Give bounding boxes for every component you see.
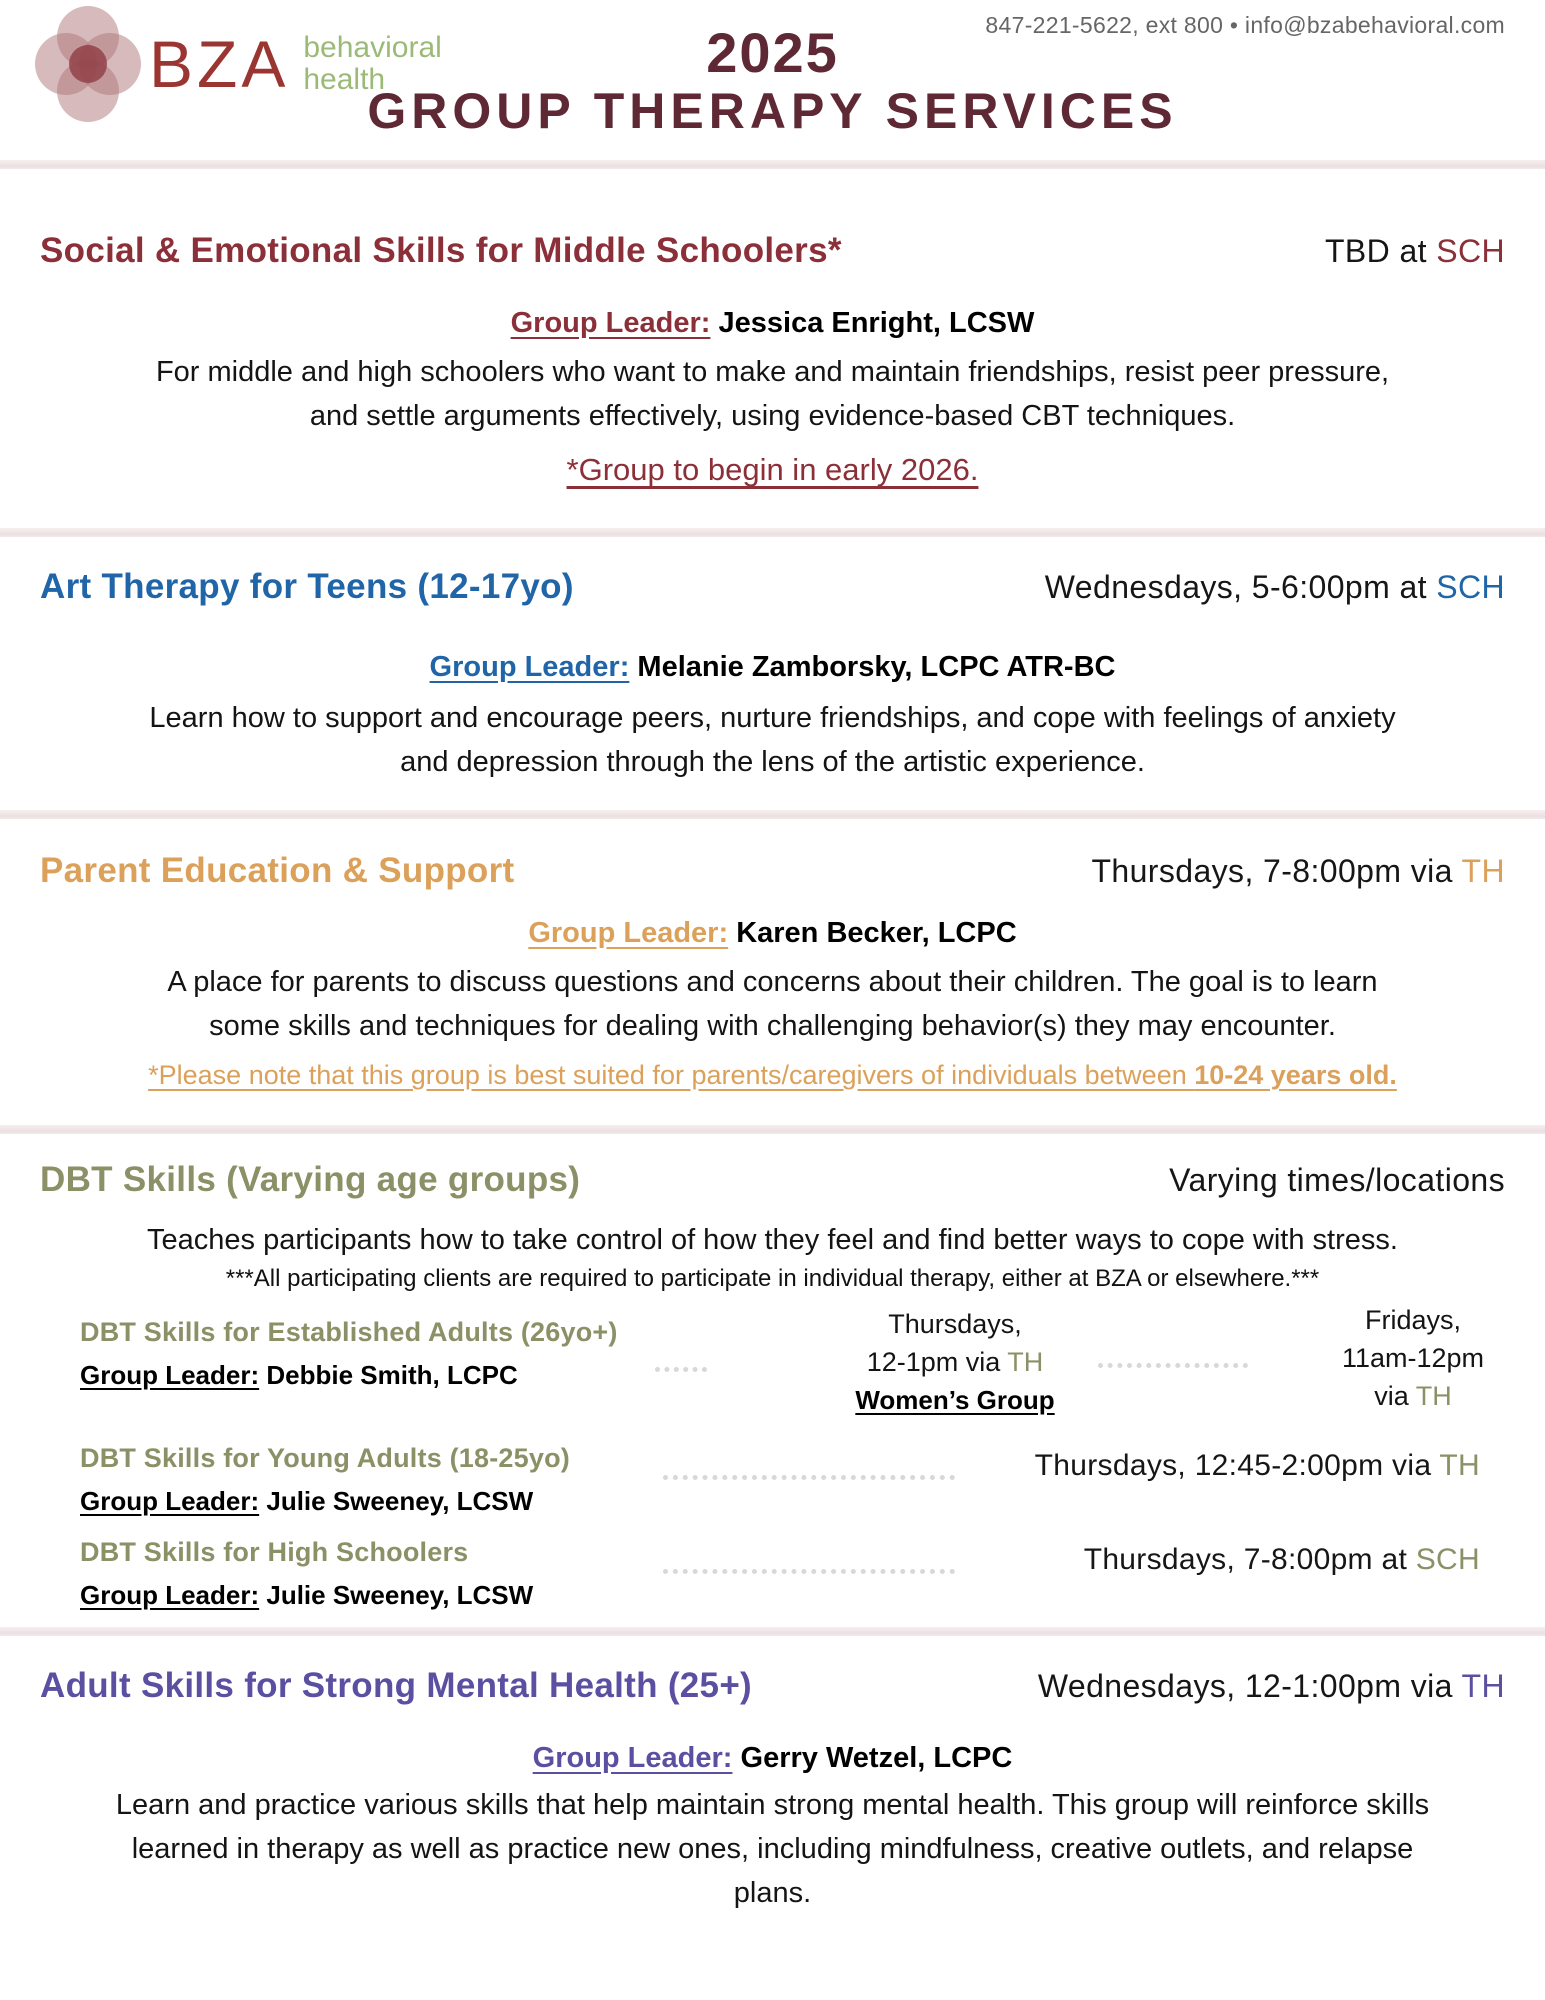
logo-name-line2: health [303, 63, 386, 96]
logo-acronym: BZA [149, 27, 290, 101]
schedule-column-thursday [810, 1305, 1100, 1419]
schedule-via-text: via [1374, 1381, 1416, 1411]
section-description [40, 696, 1505, 810]
section-divider [0, 160, 1545, 169]
group-leader-line [80, 1486, 570, 1517]
description-line: For middle and high schoolers who want to make and maintain friendships, resist peer pressure, [155, 356, 1390, 388]
section-description [40, 960, 1505, 1048]
description-line: learned in therapy as well as practice new ones, including mindfulness, creative outlets, and relapse [131, 1833, 1414, 1865]
year-heading: 2025 [706, 21, 839, 84]
age-range-note [40, 1060, 1505, 1125]
schedule-time [810, 1343, 1100, 1381]
dotted-leader [1098, 1363, 1248, 1368]
section-title: Art Therapy for Teens (12-17yo) [40, 567, 574, 606]
subgroup-title: DBT Skills for Young Adults (18-25yo) [80, 1443, 570, 1473]
group-leader-name: Karen Becker, LCPC [728, 917, 1017, 949]
subgroup-schedule [1084, 1543, 1480, 1577]
dotted-leader [655, 1367, 707, 1372]
group-leader-line [40, 651, 1505, 684]
subgroup-title: DBT Skills for Established Adults (26yo+) [80, 1317, 618, 1347]
group-leader-line [80, 1580, 533, 1611]
description-line: Learn how to support and encourage peers, nurture friendships, and cope with feelings of anxiety [149, 702, 1396, 734]
description-line: some skills and techniques for dealing with challenging behavior(s) they may encounter. [209, 1010, 1336, 1042]
group-leader-label: Group Leader: [80, 1580, 260, 1610]
section-heading-row [40, 1134, 1505, 1200]
schedule-text: TBD at [1324, 233, 1437, 269]
dbt-row-young-adults [40, 1443, 1505, 1531]
schedule-text: Varying times/locations [1169, 1162, 1505, 1198]
schedule-text: Thursdays, 7-8:00pm at [1083, 1543, 1416, 1576]
schedule-via [1318, 1377, 1508, 1415]
section-divider [0, 1627, 1545, 1636]
location-code: TH [1007, 1347, 1044, 1377]
location-code: TH [1415, 1381, 1452, 1411]
section-parent-education-support [0, 819, 1545, 1125]
section-title: Parent Education & Support [40, 851, 515, 890]
section-heading-row [40, 1636, 1505, 1706]
section-schedule [1038, 1668, 1505, 1705]
dbt-row-high-schoolers [40, 1537, 1505, 1627]
description-line: and depression through the lens of the artistic experience. [400, 746, 1145, 778]
age-range-note-text: *Please note that this group is best suited for parents/caregivers of individuals between [148, 1060, 1195, 1090]
dbt-subgroup-list [40, 1305, 1505, 1627]
group-leader-name: Gerry Wetzel, LCPC [732, 1742, 1013, 1774]
title-block [0, 21, 1545, 139]
section-divider [0, 1125, 1545, 1134]
section-schedule [1045, 569, 1505, 606]
group-leader-label: Group Leader: [80, 1360, 260, 1390]
age-range-bold: 10-24 years old. [1194, 1060, 1397, 1090]
dbt-row-established-adults [40, 1305, 1505, 1429]
group-leader-name: Melanie Zamborsky, LCPC ATR-BC [629, 651, 1116, 683]
location-code: TH [1461, 853, 1505, 889]
section-heading-row [40, 169, 1505, 271]
location-code: SCH [1436, 569, 1505, 605]
group-leader-name: Julie Sweeney, LCSW [259, 1580, 534, 1610]
subgroup-info [80, 1537, 533, 1611]
subgroup-title: DBT Skills for High Schoolers [80, 1537, 469, 1567]
participation-requirement-note: ***All participating clients are required to participate in individual therapy, either at BZA or elsewhere.*** [225, 1265, 1320, 1292]
location-code: TH [1461, 1668, 1505, 1704]
location-code: SCH [1436, 233, 1505, 269]
group-leader-label: Group Leader: [429, 651, 630, 683]
group-leader-line [80, 1360, 618, 1391]
section-title: DBT Skills (Varying age groups) [40, 1160, 581, 1199]
description-line: and settle arguments effectively, using evidence-based CBT techniques. [309, 400, 1236, 432]
group-leader-name: Julie Sweeney, LCSW [259, 1486, 534, 1516]
subgroup-schedule [1035, 1449, 1480, 1483]
schedule-text: Wednesdays, 5-6:00pm at [1044, 569, 1437, 605]
logo-name-line1: behavioral [303, 31, 442, 64]
schedule-text: Thursdays, 7-8:00pm via [1091, 853, 1462, 889]
group-leader-label: Group Leader: [80, 1486, 260, 1516]
schedule-day: Fridays, [1364, 1305, 1462, 1335]
group-leader-label: Group Leader: [510, 307, 711, 339]
section-schedule [1169, 1162, 1505, 1199]
section-art-therapy-teens [0, 537, 1545, 810]
group-leader-label: Group Leader: [528, 917, 729, 949]
section-heading-row [40, 537, 1505, 607]
start-date-note-text: *Group to begin in early 2026. [566, 452, 979, 487]
dotted-leader [663, 1475, 955, 1480]
location-code: SCH [1415, 1543, 1480, 1576]
schedule-text: Wednesdays, 12-1:00pm via [1037, 1668, 1462, 1704]
section-divider [0, 528, 1545, 537]
group-leader-line [40, 917, 1505, 950]
schedule-column-friday [1318, 1301, 1508, 1415]
group-leader-line [40, 1742, 1505, 1775]
section-divider [0, 810, 1545, 819]
description-line: Learn and practice various skills that help maintain strong mental health. This group will reinforce skills [115, 1789, 1430, 1821]
section-dbt-skills [0, 1134, 1545, 1627]
subgroup-info [80, 1443, 570, 1517]
section-title: Adult Skills for Strong Mental Health (25+) [40, 1666, 753, 1705]
schedule-time: 11am-12pm [1341, 1343, 1485, 1373]
section-description [40, 1783, 1505, 1915]
description-line: plans. [733, 1877, 812, 1909]
section-heading-row [40, 819, 1505, 891]
section-schedule [1325, 233, 1505, 270]
section-description: Teaches participants how to take control of how they feel and find better ways to cope with stress. [147, 1224, 1398, 1256]
group-leader-name: Jessica Enright, LCSW [710, 307, 1035, 339]
contact-info: 847-221-5622, ext 800 • info@bzabehavioral.com [985, 12, 1505, 38]
description-line: A place for parents to discuss questions and concerns about their children. The goal is to learn [167, 966, 1378, 998]
schedule-time-text: 12-1pm via [866, 1347, 1008, 1377]
section-title: Social & Emotional Skills for Middle Schoolers* [40, 231, 842, 270]
subgroup-info [80, 1317, 618, 1391]
group-leader-line [40, 307, 1505, 340]
header [0, 0, 1545, 160]
group-leader-label: Group Leader: [532, 1742, 733, 1774]
womens-group-label: Women’s Group [855, 1385, 1055, 1415]
section-description [40, 350, 1505, 438]
group-leader-name: Debbie Smith, LCPC [259, 1360, 518, 1390]
schedule-day: Thursdays, [888, 1309, 1022, 1339]
section-social-emotional-skills [0, 169, 1545, 528]
page-title: GROUP THERAPY SERVICES [367, 83, 1178, 139]
location-code: TH [1439, 1449, 1480, 1482]
dotted-leader [663, 1569, 955, 1574]
start-date-note [40, 452, 1505, 528]
schedule-text: Thursdays, 12:45-2:00pm via [1034, 1449, 1440, 1482]
section-schedule [1091, 853, 1505, 890]
section-adult-skills [0, 1636, 1545, 1915]
